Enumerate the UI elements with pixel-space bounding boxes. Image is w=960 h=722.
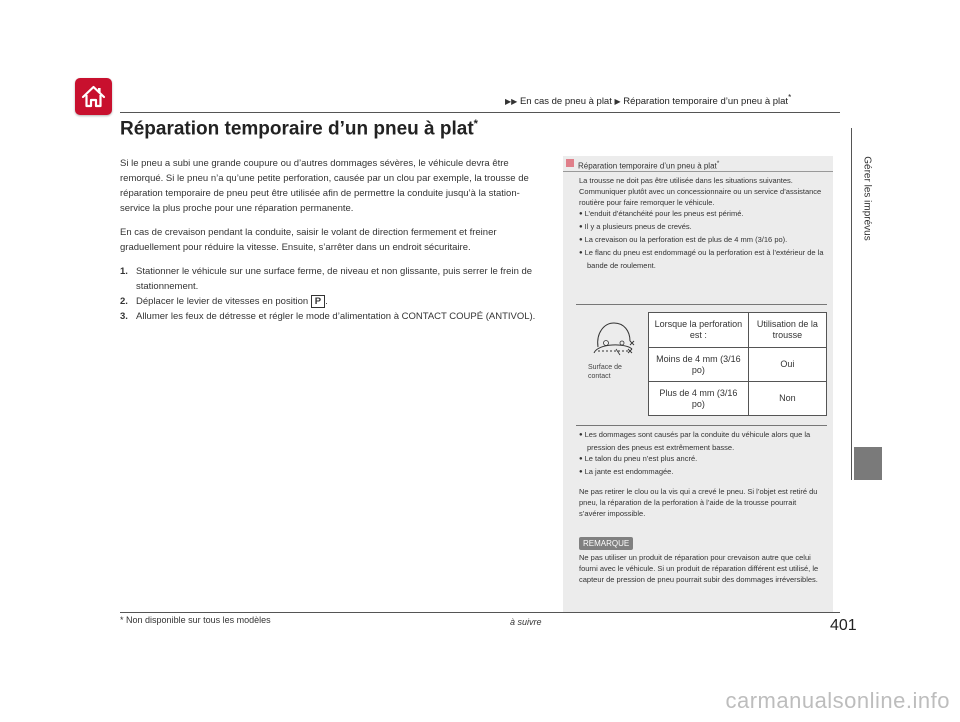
park-key-icon: P	[311, 295, 325, 308]
tire-contact-illustration	[586, 319, 642, 363]
continued-label: à suivre	[510, 617, 542, 627]
footer-divider	[120, 612, 840, 613]
list-item: ● La jante est endommagée.	[579, 466, 824, 479]
step-number: 2.	[120, 296, 128, 307]
table-header-cell: Utilisation de la trousse	[748, 313, 826, 348]
breadcrumb	[505, 93, 791, 107]
figure-caption: Surface de contact	[588, 364, 622, 380]
home-button[interactable]	[75, 78, 112, 115]
list-item: ● Les dommages sont causés par la conduite du véhicule alors que la pression des pneus est extrêmement basse.	[579, 429, 824, 453]
main-content	[120, 156, 548, 324]
puncture-table	[648, 312, 827, 416]
breadcrumb-item-page[interactable]: Réparation temporaire d’un pneu à plat	[623, 96, 789, 108]
step-item	[120, 309, 548, 324]
remark-badge: REMARQUE	[579, 537, 633, 550]
breadcrumb-arrow-icon: ▶▶	[505, 97, 518, 107]
sidebar-title: Réparation temporaire d’un pneu à plat*	[563, 156, 833, 172]
step-item	[120, 264, 548, 294]
table-header-row	[649, 313, 827, 348]
step-text: Déplacer le levier de vitesses en position P .	[136, 296, 328, 307]
sidebar-note	[579, 486, 824, 519]
side-tab-chapter[interactable]	[852, 128, 882, 268]
step-text: Stationner le véhicule sur une surface ferme, de niveau et non glissante, puis serrer le frein de stationnement.	[136, 266, 533, 292]
step-item	[120, 294, 548, 309]
title-footnote-mark: *	[473, 118, 478, 130]
sidebar-intro-text: La trousse ne doit pas être utilisée dans les situations suivantes. Communiquer plutôt avec un concessionnaire ou un service d’assistance routière pour faire remorquer le véhicule.	[579, 176, 822, 207]
table-cell: Plus de 4 mm (3/16 po)	[649, 382, 749, 416]
side-tab-label: Gérer les imprévus	[861, 155, 873, 241]
sidebar-remark	[579, 552, 824, 585]
driving-paragraph: En cas de crevaison pendant la conduite, saisir le volant de direction fermement et freiner graduellement pour réduire la vitesse. Ensuite, s’arrêter dans un endroit sécuritaire.	[120, 227, 497, 253]
sidebar-intro	[579, 175, 824, 271]
step-number: 3.	[120, 311, 128, 322]
remark-text: Ne pas utiliser un produit de réparation pour crevaison autre que celui fourni avec le véhicule. Si un produit de réparation différent est utilisé, le capteur de pression de pneu pourrait subir des dommages irréversibles.	[579, 553, 819, 584]
breadcrumb-footnote-mark: *	[788, 93, 792, 102]
list-item: ● Il y a plusieurs pneus de crevés.	[579, 221, 824, 234]
intro-paragraph: Si le pneu a subi une grande coupure ou d’autres dommages sévères, le véhicule devra être remorqué. Si le pneu n’a qu’une petite perforation, causée par un clou par exemple, la trousse de réparation temporaire de pneu peut être utilisée afin de permettre la conduite jusqu’à la station-service la plus proche pour une réparation permanente.	[120, 158, 529, 214]
table-header-cell: Lorsque la perforation est :	[649, 313, 749, 348]
table-row	[649, 382, 827, 416]
note-reference-icon	[566, 159, 574, 167]
page-title: Réparation temporaire d’un pneu à plat*	[120, 118, 478, 140]
header-divider	[120, 112, 840, 113]
list-item: ● L’enduit d’étanchéité pour les pneus est périmé.	[579, 208, 824, 221]
breadcrumb-item-section[interactable]: En cas de pneu à plat	[519, 96, 612, 108]
step-number: 1.	[120, 266, 128, 277]
sidebar-bullets-2	[579, 429, 824, 479]
notes-sidebar	[563, 156, 833, 612]
breadcrumb-arrow-icon: ▶	[614, 97, 621, 107]
step-text: Allumer les feux de détresse et régler le mode d’alimentation à CONTACT COUPÉ (ANTIVOL).	[136, 311, 536, 322]
table-cell: Non	[748, 382, 826, 416]
page-number: 401	[830, 617, 857, 634]
table-cell: Moins de 4 mm (3/16 po)	[649, 348, 749, 382]
home-icon	[80, 83, 107, 110]
nail-note-text: Ne pas retirer le clou ou la vis qui a crevé le pneu. Si l’objet est retiré du pneu, la réparation de la perforation à l’aide de la trousse pourrait s’avérer impossible.	[579, 487, 818, 518]
chapter-marker-block	[854, 447, 882, 480]
table-row	[649, 348, 827, 382]
table-cell: Oui	[748, 348, 826, 382]
puncture-figure	[576, 304, 827, 426]
footnote: * Non disponible sur tous les modèles	[120, 615, 271, 625]
list-item: ● Le flanc du pneu est endommagé ou la perforation est à l’extérieur de la bande de roulement.	[579, 247, 824, 271]
watermark: carmanualsonline.info	[725, 688, 950, 713]
list-item: ● Le talon du pneu n’est plus ancré.	[579, 453, 824, 466]
list-item: ● La crevaison ou la perforation est de plus de 4 mm (3/16 po).	[579, 234, 824, 247]
